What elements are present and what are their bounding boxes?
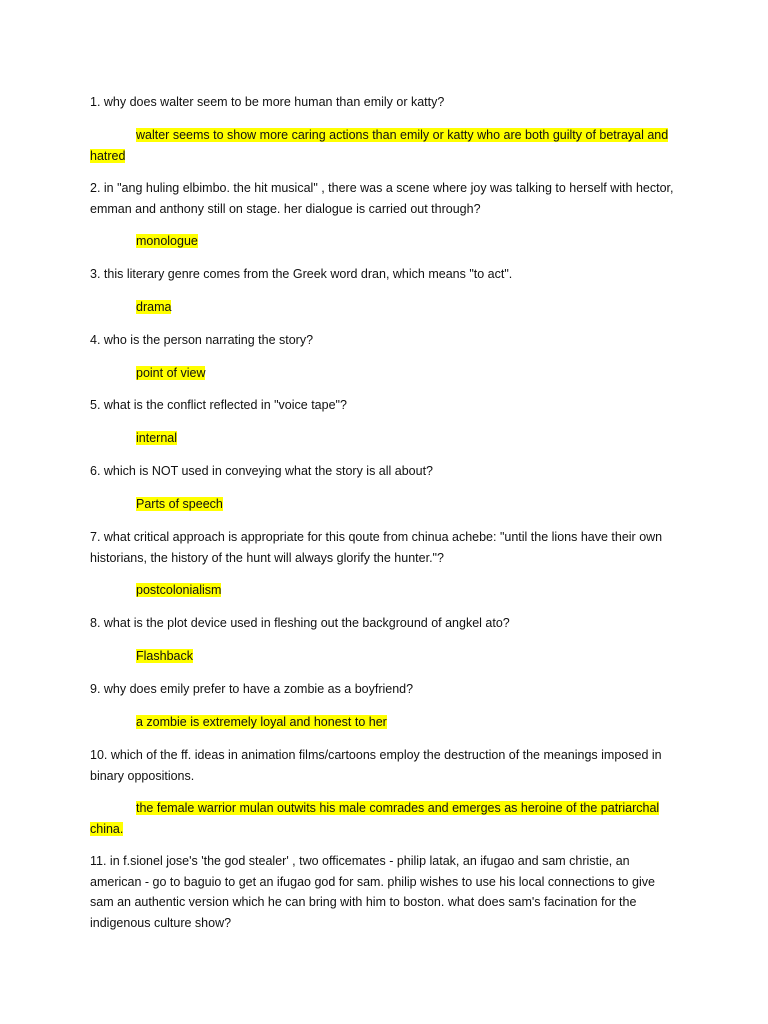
question-9: 9. why does emily prefer to have a zombie as a boyfriend? (90, 682, 414, 696)
answer-8 (90, 646, 675, 667)
question-6: 6. which is NOT used in conveying what the story is all about? (90, 464, 433, 478)
question-8: 8. what is the plot device used in fleshing out the background of angkel ato? (90, 616, 510, 630)
answer-3 (90, 297, 675, 318)
question-2: 2. in "ang huling elbimbo. the hit musical" , there was a scene where joy was talking to herself with hector, emman and anthony still on stage. her dialogue is carried out through? (90, 181, 674, 216)
question-1: 1. why does walter seem to be more human than emily or katty? (90, 95, 445, 109)
question-11: 11. in f.sionel jose's 'the god stealer' , two officemates - philip latak, an ifugao and sam christie, an american - go to baguio to get an ifugao god for sam. philip wishes to use his local connections to give sam an authentic version which he can bring with him to boston. what does sam's facination for the indigenous culture show? (90, 854, 655, 930)
answer-10-highlight: the female warrior mulan outwits his male comrades and emerges as heroine of the patriarchal china. (90, 801, 660, 836)
answer-6 (90, 494, 675, 515)
answer-7-highlight: postcolonialism (136, 583, 222, 597)
answer-5-highlight: internal (136, 431, 177, 445)
question-5: 5. what is the conflict reflected in "voice tape"? (90, 398, 347, 412)
question-3: 3. this literary genre comes from the Greek word dran, which means "to act". (90, 267, 513, 281)
answer-1-highlight: walter seems to show more caring actions than emily or katty who are both guilty of betrayal and hatred (90, 128, 669, 163)
answer-4 (90, 363, 675, 384)
question-4: 4. who is the person narrating the story? (90, 333, 314, 347)
question-10: 10. which of the ff. ideas in animation films/cartoons employ the destruction of the meanings imposed in binary oppositions. (90, 748, 662, 783)
answer-2-highlight: monologue (136, 234, 198, 248)
answer-9 (90, 712, 675, 733)
answer-4-highlight: point of view (136, 366, 206, 380)
answer-7 (90, 580, 675, 601)
answer-8-highlight: Flashback (136, 649, 193, 663)
answer-6-highlight: Parts of speech (136, 497, 223, 511)
answer-1 (90, 125, 675, 166)
answer-3-highlight: drama (136, 300, 172, 314)
answer-2 (90, 231, 675, 252)
answer-5 (90, 428, 675, 449)
question-7: 7. what critical approach is appropriate for this qoute from chinua achebe: "until the lions have their own historians, the history of the hunt will always glorify the hunter."? (90, 530, 663, 565)
answer-10 (90, 798, 675, 839)
answer-9-highlight: a zombie is extremely loyal and honest to her (136, 715, 387, 729)
